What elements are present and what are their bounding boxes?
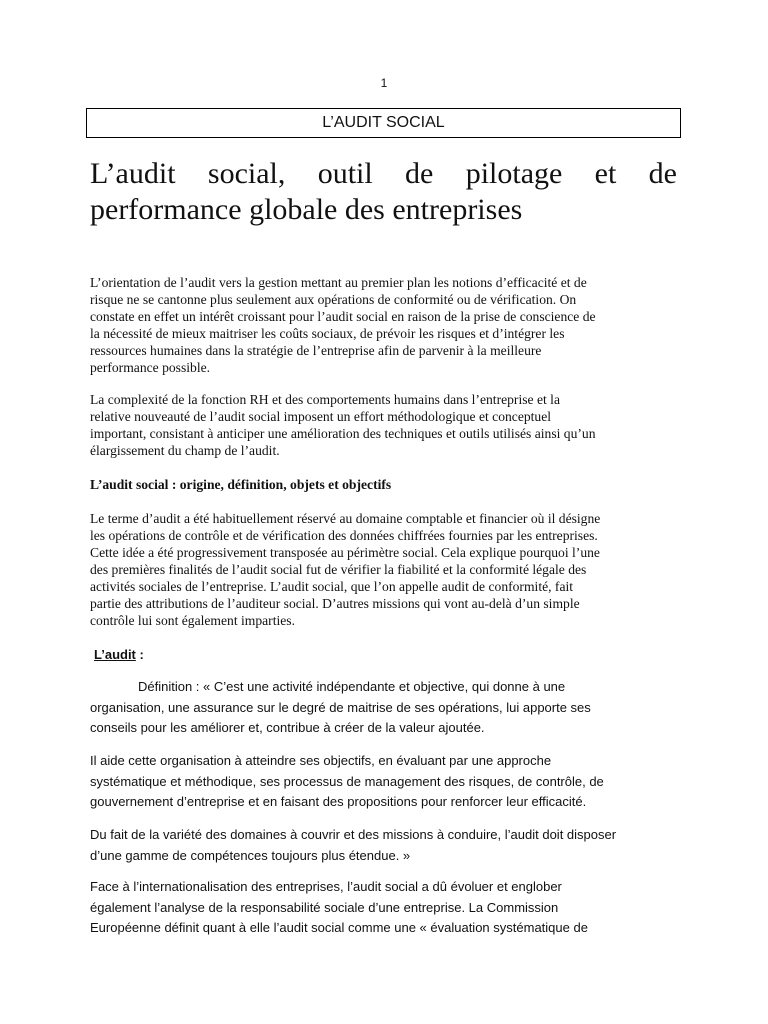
document-header: L’AUDIT SOCIAL bbox=[86, 108, 681, 138]
text-line: La complexité de la fonction RH et des comportements humains dans l’entreprise et la bbox=[90, 392, 560, 407]
text-line: Définition : « C’est une activité indépendante et objective, qui donne à une bbox=[138, 679, 566, 694]
title-line-2: performance globale des entreprises bbox=[90, 193, 523, 226]
paragraph-internationalisation bbox=[90, 877, 677, 939]
text-line: la nécessité de mieux maitriser les coûts sociaux, de prévoir les risques et d’intégrer les bbox=[90, 326, 565, 341]
paragraph-origin bbox=[90, 510, 677, 629]
text-line: gouvernement d’entreprise et en faisant des propositions pour renforcer leur efficacité. bbox=[90, 794, 587, 809]
section-subheading: L’audit social : origine, définition, objets et objectifs bbox=[90, 477, 392, 492]
text-line: performance possible. bbox=[90, 360, 211, 375]
text-line: constate en effet un intérêt croissant pour l’audit social en raison de la prise de conscience de bbox=[90, 309, 596, 324]
paragraph-intro bbox=[90, 274, 677, 376]
text-line: d’une gamme de compétences toujours plus étendue. » bbox=[90, 847, 411, 863]
paragraph-competences bbox=[90, 825, 677, 866]
text-line: Il aide cette organisation à atteindre ses objectifs, en évaluant par une approche bbox=[90, 753, 552, 768]
audit-label-line bbox=[94, 645, 681, 666]
text-line: ressources humaines dans la stratégie de l’entreprise afin de parvenir à la meilleure bbox=[90, 343, 542, 358]
text-line: Du fait de la variété des domaines à couvrir et des missions à conduire, l’audit doit disposer bbox=[90, 827, 617, 842]
page-number: 1 bbox=[380, 76, 388, 90]
paragraph-objectives bbox=[90, 751, 677, 813]
paragraph-definition bbox=[90, 677, 677, 739]
text-line: organisation, une assurance sur le degré de maitrise de ses opérations, lui apporte ses bbox=[90, 699, 591, 715]
text-line: Face à l’internationalisation des entreprises, l’audit social a dû évoluer et englober bbox=[90, 879, 562, 894]
title-line-1: L’audit social, outil de pilotage et de bbox=[90, 157, 677, 190]
text-line: également l’analyse de la responsabilité sociale d’une entreprise. La Commission bbox=[90, 899, 559, 915]
text-line: élargissement du champ de l’audit. bbox=[90, 443, 280, 458]
text-line: contrôle lui sont également imparties. bbox=[90, 613, 295, 628]
text-line: Européenne définit quant à elle l’audit social comme une « évaluation systématique de bbox=[90, 920, 588, 935]
text-line: les opérations de contrôle et de vérification des données chiffrées fournies par les entreprises. bbox=[90, 528, 598, 543]
text-line: partie des attributions de l’auditeur social. D’autres missions qui vont au-delà d’un simple bbox=[90, 596, 580, 611]
text-line: conseils pour les améliorer et, contribue à créer de la valeur ajoutée. bbox=[90, 720, 485, 735]
text-line: L’orientation de l’audit vers la gestion mettant au premier plan les notions d’efficacité et de bbox=[90, 275, 587, 290]
text-line: systématique et méthodique, ses processus de management des risques, de contrôle, de bbox=[90, 773, 604, 789]
text-line: Cette idée a été progressivement transposée au périmètre social. Cela explique pourquoi l’une bbox=[90, 545, 600, 560]
text-line: des premières finalités de l’audit social fut de vérifier la fiabilité et la conformité légale des bbox=[90, 562, 587, 577]
text-line: relative nouveauté de l’audit social imposent un effort méthodologique et conceptuel bbox=[90, 409, 552, 424]
text-line: important, consistant à anticiper une amélioration des techniques et outils utilisés ainsi qu’un bbox=[90, 426, 596, 441]
text-line: activités sociales de l’entreprise. L’audit social, que l’on appelle audit de conformité, fait bbox=[90, 579, 574, 594]
text-line: risque ne se cantonne plus seulement aux opérations de conformité ou de vérification. On bbox=[90, 292, 577, 307]
audit-colon: : bbox=[135, 647, 144, 662]
paragraph-complexity bbox=[90, 391, 677, 459]
document-title bbox=[90, 156, 677, 228]
audit-label: L’audit bbox=[94, 647, 136, 662]
text-line: Le terme d’audit a été habituellement réservé au domaine comptable et financier où il désigne bbox=[90, 511, 601, 526]
